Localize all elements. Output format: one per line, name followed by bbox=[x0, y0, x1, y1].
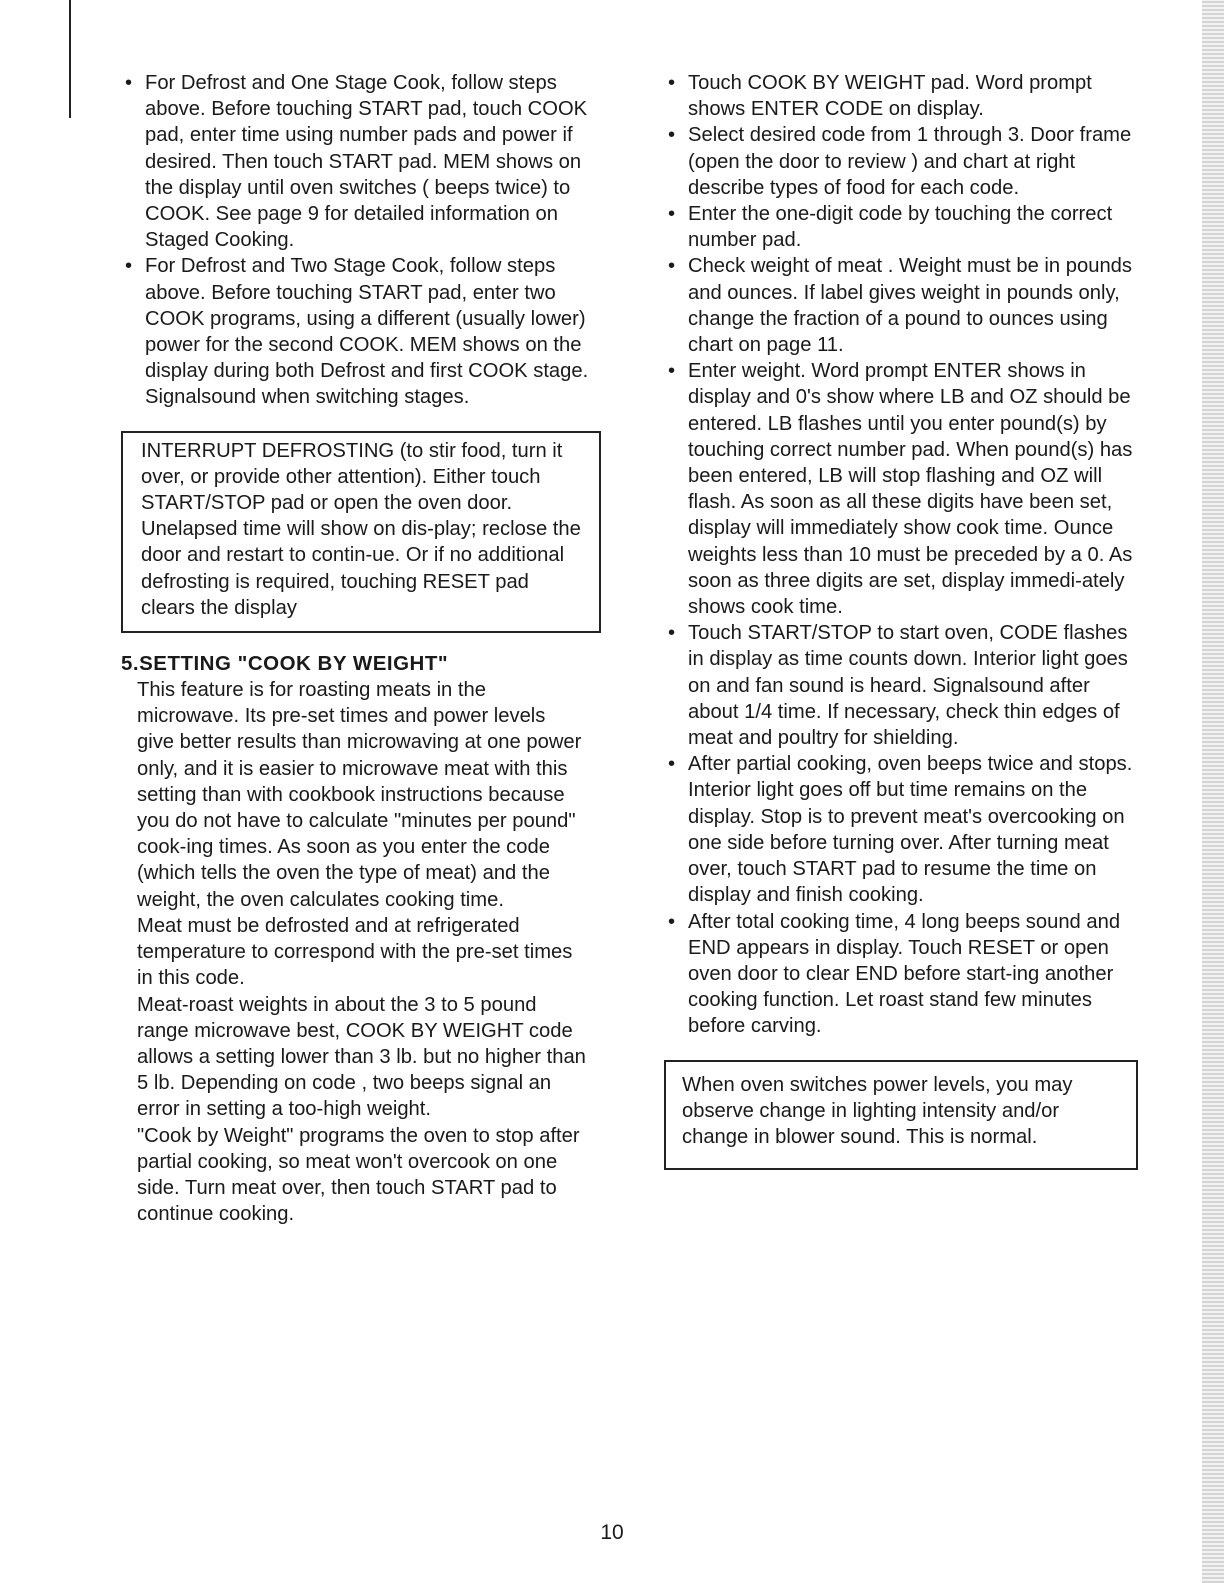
page-number: 10 bbox=[600, 1521, 624, 1544]
interrupt-defrosting-box: INTERRUPT DEFROSTING (to stir food, turn it over, or provide other attention). Either touch START/STOP pad or open the oven door. Unelapsed time will show on dis-play; reclose the door and restart to contin-ue. Or if no additional defrosting is required, touching RESET pad clears the display bbox=[121, 431, 601, 633]
paragraph: This feature is for roasting meats in the microwave. Its pre-set times and power levels give better results than microwaving at one power only, and it is easier to microwave meat with this setting than with cookbook instructions because you do not have to calculate "minutes per pound" cook-ing times. As soon as you enter the code (which tells the oven the type of meat) and the weight, the oven calculates cooking time. bbox=[137, 679, 582, 911]
bullet-item: • Touch COOK BY WEIGHT pad. Word prompt shows ENTER CODE on display. bbox=[664, 70, 1138, 122]
section-body bbox=[121, 677, 587, 1227]
bullet-item: • For Defrost and One Stage Cook, follow steps above. Before touching START pad, touch COOK pad, enter time using number pads and power if desired. Then touch START pad. MEM shows on the display until oven switches ( beeps twice) to COOK. See page 9 for detailed information on Staged Cooking. bbox=[121, 70, 595, 253]
bullet-item: • Enter the one-digit code by touching the correct number pad. bbox=[664, 201, 1138, 253]
paragraph: Meat-roast weights in about the 3 to 5 pound range microwave best, COOK BY WEIGHT code allows a setting lower than 3 lb. but no higher than 5 lb. Depending on code , two beeps signal an error in setting a too-high weight. bbox=[137, 993, 586, 1121]
left-column bbox=[121, 70, 601, 1227]
right-column bbox=[664, 70, 1142, 1170]
bullet-item: • After partial cooking, oven beeps twice and stops. Interior light goes off but time remains on the display. Stop is to prevent meat's overcooking on one side before turning over. After turning meat over, touch START pad to resume the time on display and finish cooking. bbox=[664, 751, 1138, 908]
section-heading: 5.SETTING "COOK BY WEIGHT" bbox=[121, 652, 449, 676]
bullet-item: • Touch START/STOP to start oven, CODE flashes in display as time counts down. Interior light goes on and fan sound is heard. Signalsound after about 1/4 time. If necessary, check thin edges of meat and poultry for shielding. bbox=[664, 620, 1138, 751]
paragraph: Meat must be defrosted and at refrigerated temperature to correspond with the pre-set times in this code. bbox=[137, 914, 573, 990]
bullet-item: • Check weight of meat . Weight must be in pounds and ounces. If label gives weight in pounds only, change the fraction of a pound to ounces using chart on page 11. bbox=[664, 253, 1138, 358]
left-bullet-list bbox=[121, 70, 601, 411]
power-level-note-box: When oven switches power levels, you may observe change in lighting intensity and/or change in blower sound. This is normal. bbox=[664, 1060, 1138, 1171]
paragraph: "Cook by Weight" programs the oven to stop after partial cooking, so meat won't overcook on one side. Turn meat over, then touch START pad to continue cooking. bbox=[137, 1124, 580, 1226]
bullet-item: • For Defrost and Two Stage Cook, follow steps above. Before touching START pad, enter two COOK programs, using a different (usually lower) power for the second COOK. MEM shows on the display during both Defrost and first COOK stage. Signalsound when switching stages. bbox=[121, 253, 595, 410]
bullet-item: • After total cooking time, 4 long beeps sound and END appears in display. Touch RESET or open oven door to clear END before start-ing another cooking function. Let roast stand few minutes before carving. bbox=[664, 909, 1138, 1040]
right-bullet-list bbox=[664, 70, 1142, 1040]
bullet-item: • Enter weight. Word prompt ENTER shows in display and 0's show where LB and OZ should be entered. LB flashes until you enter pound(s) by touching correct number pad. When pound(s) has been entered, LB will stop flashing and OZ will flash. As soon as all these digits have been set, display will immediately show cook time. Ounce weights less than 10 must be preceded by a 0. As soon as three digits are set, display immedi-ately shows cook time. bbox=[664, 358, 1138, 620]
bullet-item: • Select desired code from 1 through 3. Door frame (open the door to review ) and chart at right describe types of food for each code. bbox=[664, 122, 1138, 201]
scan-edge-texture bbox=[1202, 0, 1224, 1583]
scan-edge-line bbox=[69, 0, 71, 118]
